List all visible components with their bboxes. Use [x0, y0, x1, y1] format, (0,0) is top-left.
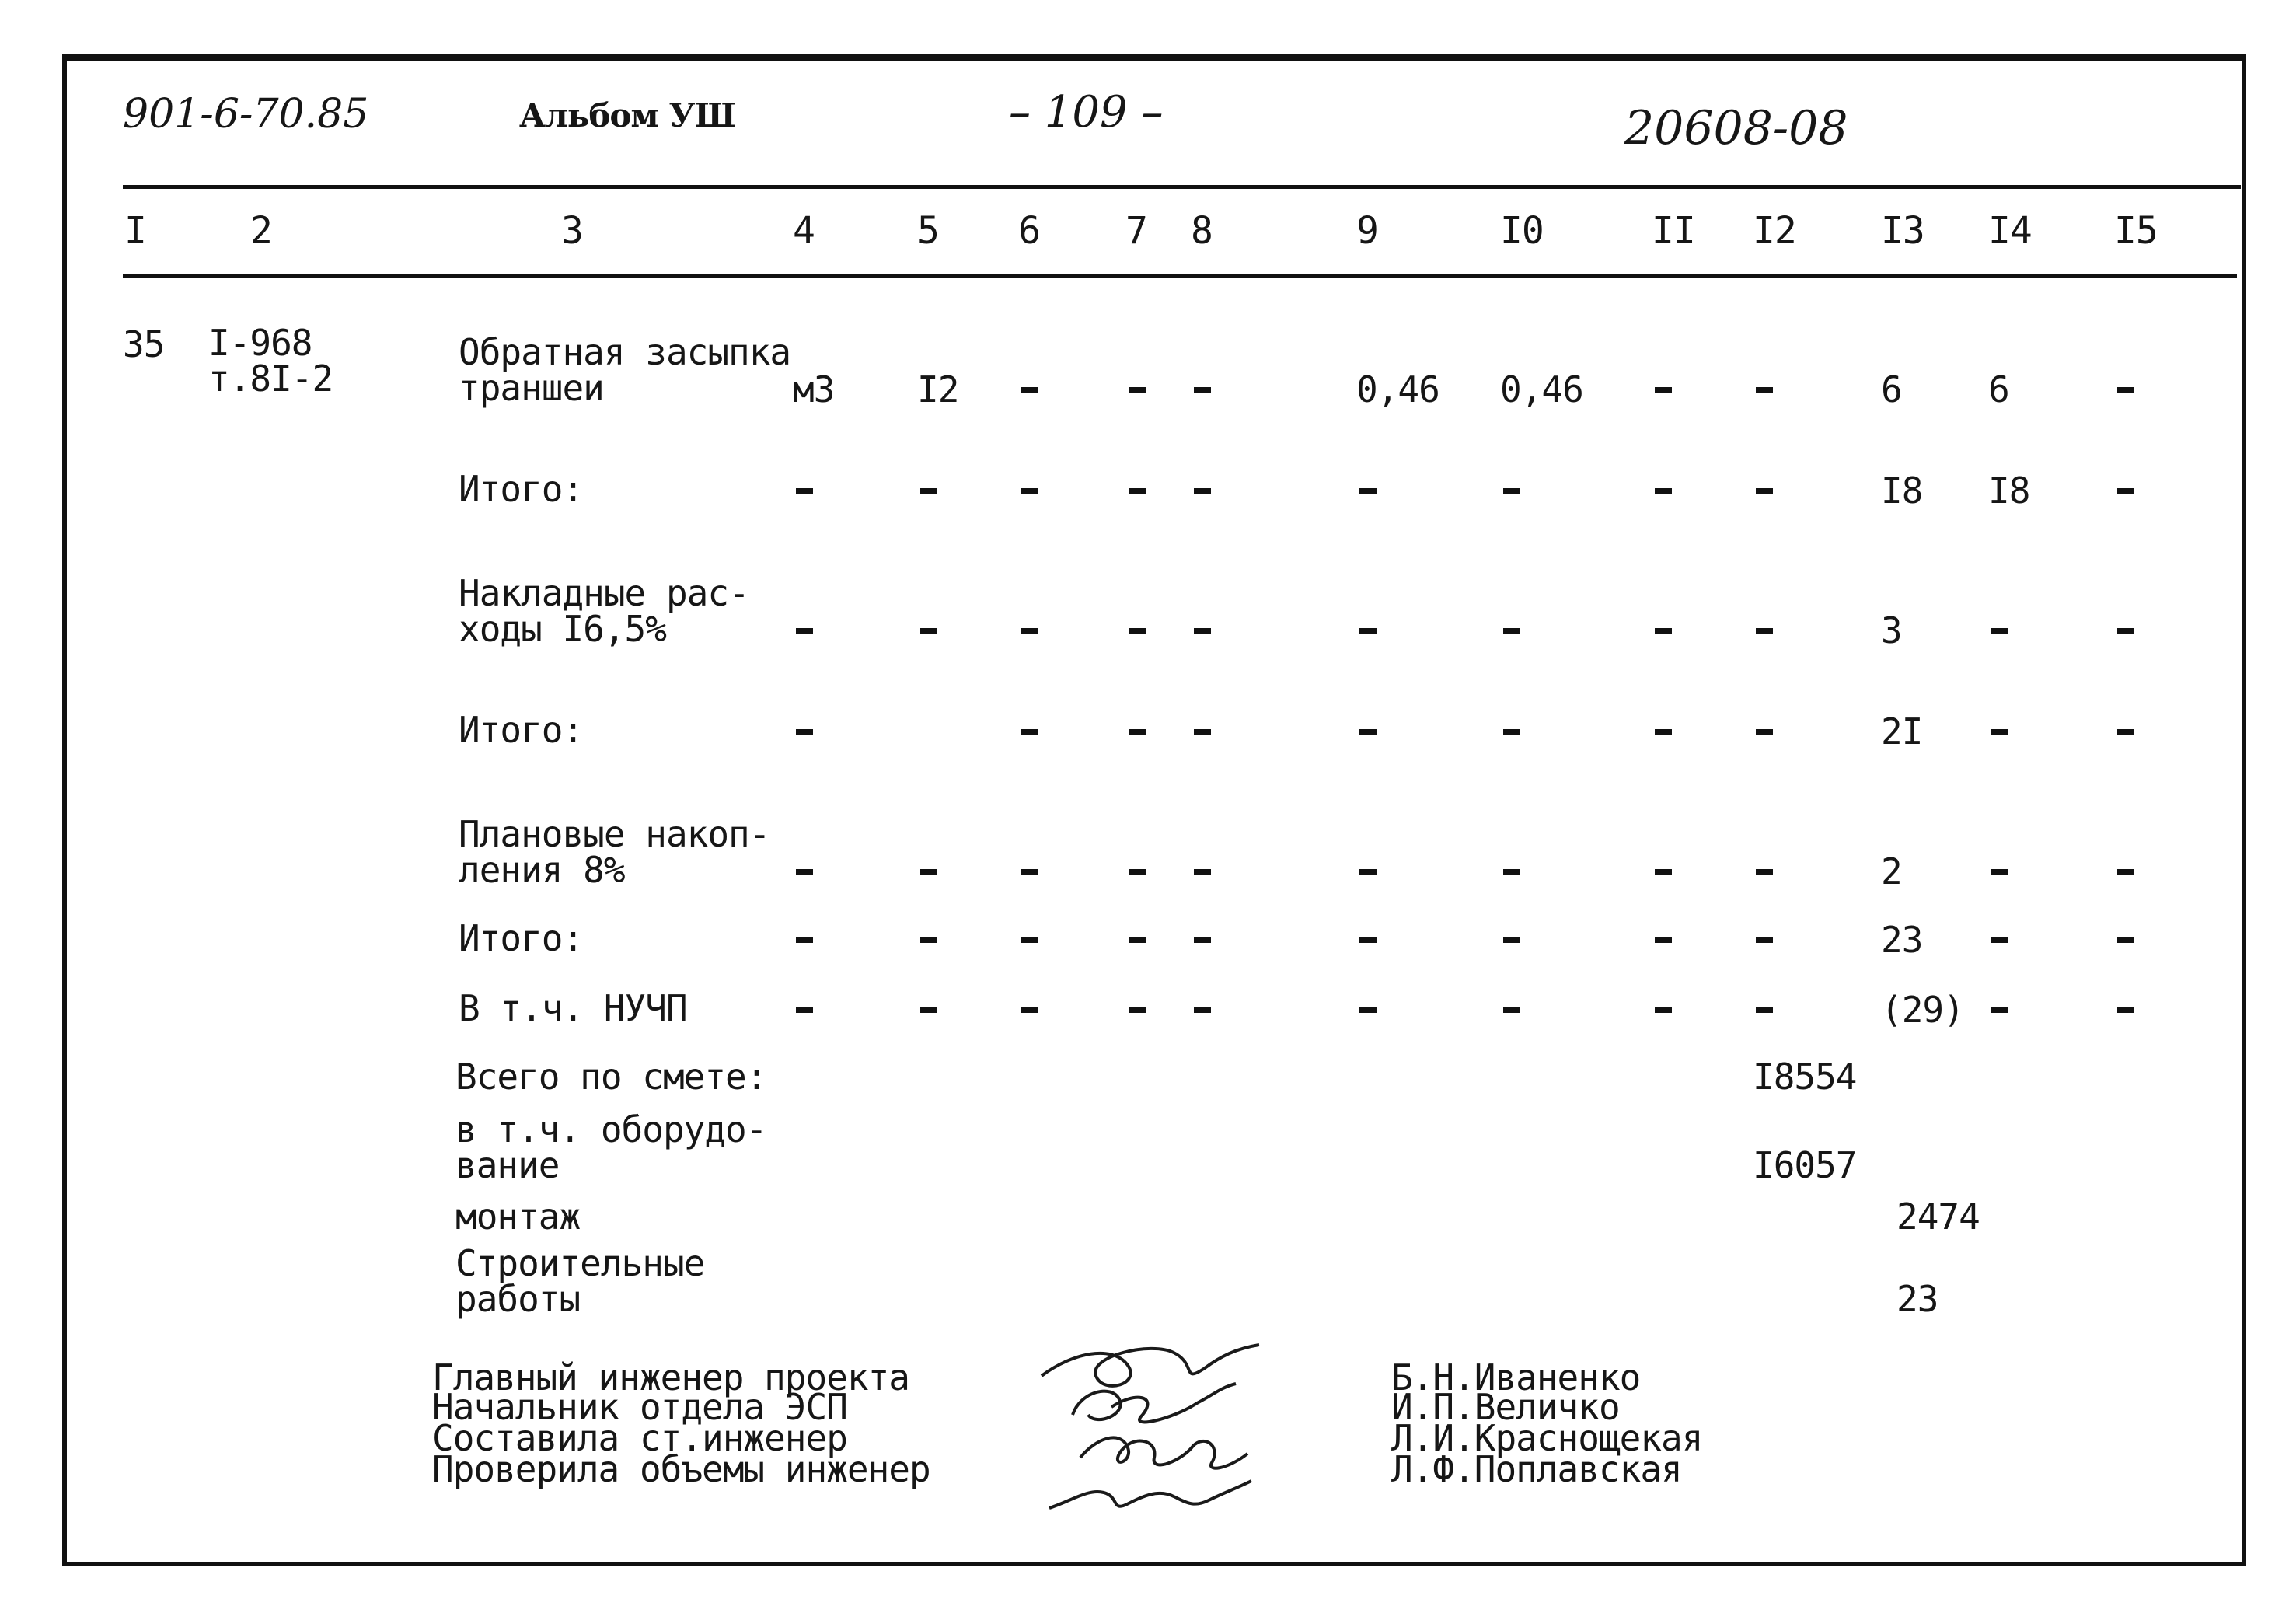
empty-dash [1359, 1007, 1377, 1013]
empty-dash [2117, 869, 2134, 875]
position-compiled-by: Составила ст.инженер [432, 1417, 847, 1459]
column-rule [123, 274, 2237, 278]
empty-dash [1655, 488, 1672, 494]
empty-dash [1503, 628, 1520, 634]
empty-dash [796, 937, 813, 943]
column-number: I4 [1988, 209, 2032, 253]
row-name: ходы I6,5% [459, 608, 666, 650]
total-label: Всего по смете: [455, 1056, 767, 1098]
empty-dash [1655, 628, 1672, 634]
empty-dash [1655, 729, 1672, 735]
empty-dash [920, 869, 937, 875]
cell-unit: м3 [793, 368, 835, 410]
empty-dash [1991, 628, 2008, 634]
row-name: Итого: [459, 468, 584, 510]
empty-dash [796, 1007, 813, 1013]
empty-dash [1655, 937, 1672, 943]
cell-c10: 0,46 [1500, 368, 1583, 410]
empty-dash [1991, 1007, 2008, 1013]
column-number: 3 [561, 209, 583, 253]
empty-dash [920, 937, 937, 943]
empty-dash [1021, 1007, 1038, 1013]
column-number: 7 [1125, 209, 1147, 253]
cell-c13: 2 [1881, 850, 1902, 892]
empty-dash [1359, 729, 1377, 735]
cell-c14: 6 [1988, 368, 2009, 410]
empty-dash [1655, 387, 1672, 393]
total-value: I6057 [1753, 1144, 1857, 1186]
row-name: ления 8% [459, 849, 625, 891]
empty-dash [1359, 937, 1377, 943]
cell-c9: 0,46 [1356, 368, 1439, 410]
name-ivanenko: Б.Н.Иваненко [1391, 1356, 1641, 1398]
column-number: 8 [1191, 209, 1213, 253]
empty-dash [1359, 488, 1377, 494]
column-number: 5 [917, 209, 939, 253]
empty-dash [1756, 1007, 1773, 1013]
column-number: II [1652, 209, 1695, 253]
row-code: I-968 [208, 322, 312, 364]
total-value: 23 [1896, 1278, 1938, 1320]
total-value: 2474 [1896, 1196, 1980, 1238]
row-name: Накладные рас- [459, 572, 749, 614]
row-name: траншеи [459, 367, 604, 409]
row-number: 35 [123, 323, 165, 365]
doc-code: 901-6-70.85 [123, 91, 369, 138]
empty-dash [2117, 1007, 2134, 1013]
empty-dash [1756, 387, 1773, 393]
empty-dash [1991, 869, 2008, 875]
empty-dash [1021, 488, 1038, 494]
empty-dash [1194, 937, 1211, 943]
empty-dash [2117, 729, 2134, 735]
position-checked-by: Проверила объемы инженер [432, 1448, 930, 1490]
empty-dash [1503, 937, 1520, 943]
column-number: I [124, 209, 146, 253]
column-number: I0 [1500, 209, 1544, 253]
empty-dash [1129, 628, 1146, 634]
cell-c13: 3 [1881, 609, 1902, 651]
empty-dash [2117, 387, 2134, 393]
empty-dash [2117, 937, 2134, 943]
empty-dash [920, 488, 937, 494]
total-label: вание [455, 1144, 560, 1186]
name-krasnoshchekaya: Л.И.Краснощекая [1391, 1417, 1703, 1459]
column-number: 6 [1018, 209, 1040, 253]
empty-dash [1129, 937, 1146, 943]
row-code: т.8I-2 [208, 358, 333, 400]
empty-dash [920, 1007, 937, 1013]
empty-dash [1021, 628, 1038, 634]
total-label: монтаж [455, 1196, 581, 1238]
row-name: Плановые накоп- [459, 813, 770, 855]
name-poplavskaya: Л.Ф.Поплавская [1391, 1448, 1682, 1490]
empty-dash [1194, 1007, 1211, 1013]
empty-dash [796, 869, 813, 875]
empty-dash [920, 628, 937, 634]
empty-dash [1194, 488, 1211, 494]
column-number: I2 [1753, 209, 1796, 253]
album-label: Альбом УШ [519, 96, 735, 134]
empty-dash [1021, 729, 1038, 735]
cell-c13: I8 [1881, 470, 1923, 511]
row-name: Итого: [459, 917, 584, 959]
handwritten-signatures [1026, 1321, 1275, 1524]
empty-dash [1129, 488, 1146, 494]
cell-c13: 23 [1881, 919, 1923, 961]
empty-dash [1359, 869, 1377, 875]
empty-dash [1129, 869, 1146, 875]
column-number: I3 [1881, 209, 1924, 253]
empty-dash [1756, 628, 1773, 634]
column-number: 4 [793, 209, 815, 253]
empty-dash [1655, 869, 1672, 875]
doc-number: 20608-08 [1624, 101, 1848, 155]
empty-dash [1129, 1007, 1146, 1013]
page-number: – 109 – [1009, 87, 1164, 138]
empty-dash [1021, 869, 1038, 875]
empty-dash [796, 488, 813, 494]
empty-dash [1194, 869, 1211, 875]
row-name: Итого: [459, 709, 584, 751]
row-name: В т.ч. НУЧП [459, 987, 687, 1029]
empty-dash [1194, 628, 1211, 634]
column-number: 2 [250, 209, 272, 253]
empty-dash [1021, 937, 1038, 943]
empty-dash [1503, 869, 1520, 875]
empty-dash [796, 729, 813, 735]
empty-dash [1756, 488, 1773, 494]
empty-dash [2117, 488, 2134, 494]
total-label: Строительные [455, 1242, 705, 1284]
cell-c14: I8 [1988, 470, 2030, 511]
empty-dash [1503, 488, 1520, 494]
header-rule [123, 185, 2241, 189]
empty-dash [1021, 387, 1038, 393]
empty-dash [1991, 937, 2008, 943]
cell-c13: (29) [1881, 989, 1964, 1031]
empty-dash [1503, 729, 1520, 735]
total-label: в т.ч. оборудо- [455, 1108, 767, 1150]
column-number: I5 [2114, 209, 2158, 253]
cell-c13: 6 [1881, 368, 1902, 410]
name-velichko: И.П.Величко [1391, 1386, 1620, 1428]
empty-dash [1756, 937, 1773, 943]
empty-dash [1129, 387, 1146, 393]
cell-c13: 2I [1881, 710, 1923, 752]
empty-dash [1503, 1007, 1520, 1013]
empty-dash [1756, 869, 1773, 875]
position-chief-engineer: Главный инженер проекта [432, 1356, 909, 1398]
empty-dash [1194, 387, 1211, 393]
position-department-head: Начальник отдела ЭСП [432, 1386, 847, 1428]
empty-dash [796, 628, 813, 634]
row-name: Обратная засыпка [459, 331, 791, 373]
total-value: I8554 [1753, 1056, 1857, 1098]
empty-dash [1129, 729, 1146, 735]
empty-dash [2117, 628, 2134, 634]
empty-dash [1655, 1007, 1672, 1013]
empty-dash [1359, 628, 1377, 634]
cell-c5: I2 [917, 368, 959, 410]
column-number: 9 [1356, 209, 1378, 253]
total-label: работы [455, 1278, 581, 1320]
empty-dash [1991, 729, 2008, 735]
empty-dash [1756, 729, 1773, 735]
empty-dash [1194, 729, 1211, 735]
